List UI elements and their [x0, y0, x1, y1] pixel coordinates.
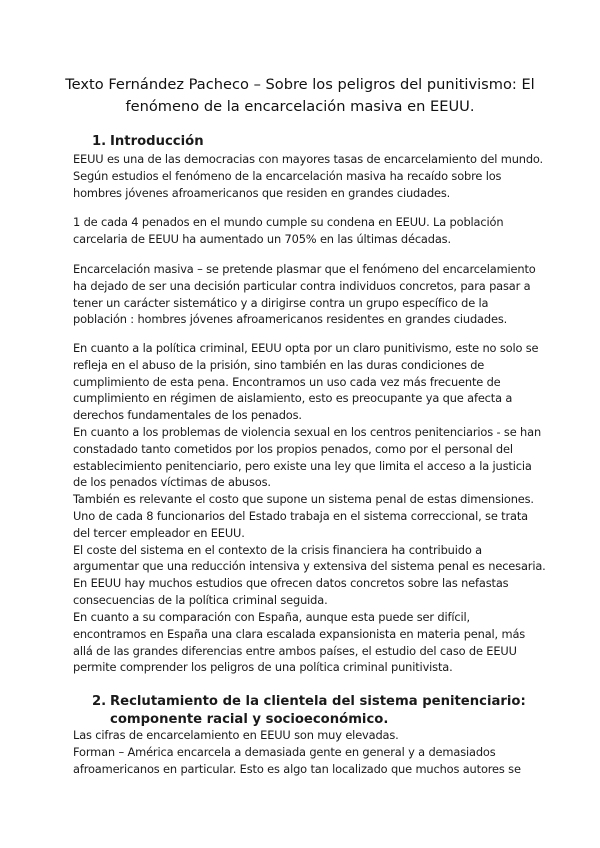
section-heading-1 — [92, 133, 204, 151]
section-number: 1. — [92, 134, 107, 149]
section-title-line-2: componente racial y socioeconómico. — [110, 712, 389, 727]
text-line: Encarcelación masiva – se pretende plasmar que el fenómeno del encarcelamiento — [73, 262, 536, 276]
text-line: Uno de cada 8 funcionarios del Estado trabaja en el sistema correccional, se trata — [73, 508, 528, 523]
text-line: En EEUU hay muchos estudios que ofrecen datos concretos sobre las nefastas — [73, 576, 509, 591]
document-title — [60, 74, 540, 118]
title-line-1: Texto Fernández Pacheco – Sobre los peligros del punitivismo: El — [65, 76, 535, 93]
paragraph-6 — [73, 727, 543, 777]
text-line: población : hombres jóvenes afroamericanos residentes en grandes ciudades. — [73, 312, 508, 327]
text-line: consecuencias de la política criminal seguida. — [73, 592, 328, 607]
text-line: argumentar que una reducción intensiva y extensiva del sistema penal es necesaria. — [73, 559, 546, 574]
section-number: 2. — [92, 694, 107, 709]
text-line: carcelaria de EEUU ha aumentado un 705% en las últimas décadas. — [73, 231, 451, 246]
text-line: hombres jóvenes afroamericanos que residen en grandes ciudades. — [73, 185, 451, 200]
text-line: En cuanto a su comparación con España, aunque esta puede ser difícil, — [73, 610, 470, 624]
text-line: EEUU es una de las democracias con mayores tasas de encarcelamiento del mundo. — [73, 152, 544, 166]
text-line: cumplimiento en régimen de aislamiento, esto es preocupante ya que afecta a — [73, 391, 513, 406]
text-line: Según estudios el fenómeno de la encarcelación masiva ha recaído sobre los — [73, 168, 502, 183]
text-line: En cuanto a los problemas de violencia sexual en los centros penitenciarios - se han — [73, 424, 542, 439]
text-line: de los penados víctimas de abusos. — [73, 475, 271, 490]
text-line: tener un carácter sistemático y a dirigirse contra un grupo específico de la — [73, 295, 489, 310]
text-line: cumplimiento de esta pena. Encontramos un uso cada vez más frecuente de — [73, 374, 501, 389]
text-line: del tercer empleador en EEUU. — [73, 525, 245, 540]
text-line: establecimiento penitenciario, pero existe una ley que limita el acceso a la justicia — [73, 458, 532, 473]
text-line: El coste del sistema en el contexto de la crisis financiera ha contribuido a — [73, 542, 482, 557]
paragraph-5 — [73, 609, 543, 676]
section-title: Introducción — [110, 134, 204, 149]
text-line: refleja en el abuso de la prisión, sino también en las duras condiciones de — [73, 357, 485, 372]
text-line: 1 de cada 4 penados en el mundo cumple su condena en EEUU. La población — [73, 215, 504, 229]
paragraph-2 — [73, 214, 543, 248]
text-line: También es relevante el costo que supone un sistema penal de estas dimensiones. — [73, 492, 534, 507]
text-line: En cuanto a la política criminal, EEUU opta por un claro punitivismo, este no solo se — [73, 341, 539, 355]
text-line: allá de las grandes diferencias entre ambos países, el estudio del caso de EEUU — [73, 643, 517, 658]
section-heading-2 — [92, 693, 526, 729]
paragraph-4 — [73, 340, 546, 609]
text-line: Las cifras de encarcelamiento en EEUU son muy elevadas. — [73, 728, 399, 742]
paragraph-3 — [73, 261, 543, 328]
text-line: derechos fundamentales de los penados. — [73, 408, 302, 423]
text-line: Forman – América encarcela a demasiada gente en general y a demasiados — [73, 744, 496, 759]
text-line: afroamericanos en particular. Esto es algo tan localizado que muchos autores se — [73, 761, 521, 776]
text-line: encontramos en España una clara escalada expansionista en materia penal, más — [73, 626, 526, 641]
title-line-2: fenómeno de la encarcelación masiva en EEUU. — [125, 98, 475, 115]
paragraph-1 — [73, 151, 543, 201]
text-line: constadado tanto cometidos por los propios penados, como por el personal del — [73, 441, 513, 456]
text-line: ha dejado de ser una decisión particular contra individuos concretos, para pasar a — [73, 278, 531, 293]
section-title-line-1: Reclutamiento de la clientela del sistema penitenciario: — [110, 694, 526, 709]
text-line: permite comprender los peligros de una política criminal punitivista. — [73, 660, 453, 675]
